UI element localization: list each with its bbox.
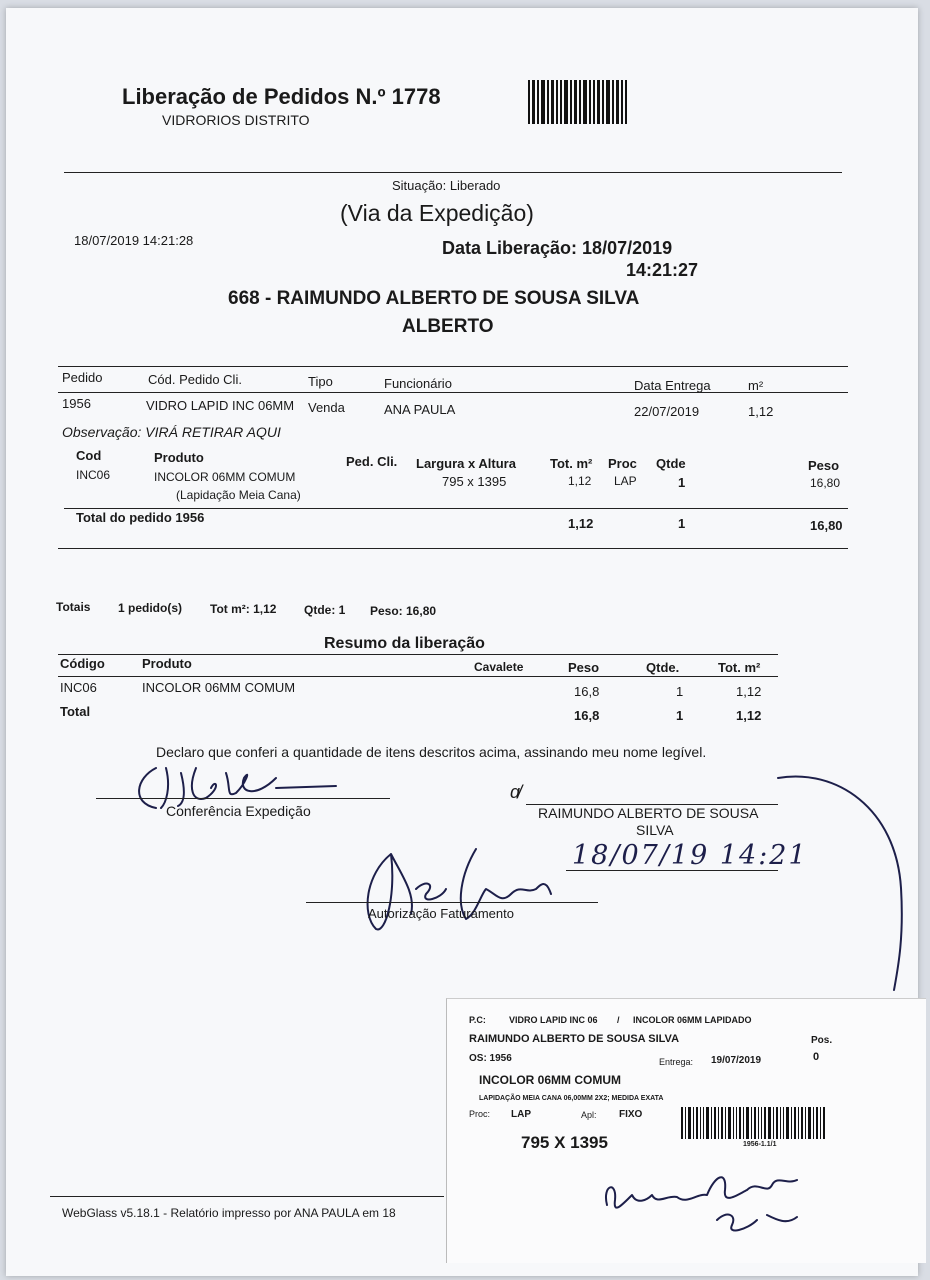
printed-at: 18/07/2019 14:21:28	[74, 233, 194, 248]
resumo-header-divider	[58, 676, 778, 677]
observacao: Observação: VIRÁ RETIRAR AQUI	[62, 424, 281, 440]
item-tot-m2: 1,12	[568, 474, 592, 488]
label-product: INCOLOR 06MM COMUM	[479, 1073, 621, 1087]
header-barcode	[528, 80, 629, 124]
label-proc-label: Proc:	[469, 1109, 491, 1119]
label-sep: /	[617, 1015, 620, 1025]
total-pedido-qtde: 1	[678, 516, 686, 531]
row-tipo: Venda	[308, 400, 345, 415]
col-pedido: Pedido	[62, 370, 103, 385]
resumo-total-qtde: 1	[676, 708, 684, 723]
label-dimensions: 795 X 1395	[521, 1133, 608, 1152]
conferencia-label: Conferência Expedição	[166, 803, 311, 819]
resumo-title: Resumo da liberação	[324, 635, 485, 652]
total-pedido-label: Total do pedido 1956	[76, 510, 205, 525]
label-barcode-text: 1956-1.1/1	[743, 1141, 777, 1148]
resumo-col-tot-m2: Tot. m²	[718, 660, 761, 675]
data-liberacao-time: 14:21:27	[626, 260, 699, 280]
item-peso: 16,80	[810, 476, 841, 490]
via-label: (Via da Expedição)	[340, 200, 534, 226]
item-largura-altura: 795 x 1395	[442, 474, 507, 489]
client-name: 668 - RAIMUNDO ALBERTO DE SOUSA SILVA	[228, 288, 640, 309]
item-col-cod: Cod	[76, 448, 102, 463]
data-liberacao: Data Liberação: 18/07/2019	[442, 238, 673, 258]
resumo-top	[58, 654, 778, 655]
item-col-tot-m2: Tot. m²	[550, 456, 593, 471]
totais-label: Totais	[56, 600, 91, 614]
resumo-total-tot-m2: 1,12	[736, 708, 762, 723]
label-processing: LAPIDAÇÃO MEIA CANA 06,00MM 2X2; MEDIDA EXATA	[479, 1095, 664, 1102]
resumo-peso: 16,8	[574, 684, 600, 699]
item-qtde: 1	[678, 475, 686, 490]
label-barcode	[681, 1107, 827, 1139]
item-proc: LAP	[614, 474, 637, 488]
col-tipo: Tipo	[308, 374, 333, 389]
autorizacao-signature	[346, 834, 566, 944]
label-product-desc: INCOLOR 06MM LAPIDADO	[633, 1015, 752, 1025]
row-m2: 1,12	[748, 404, 774, 419]
autorizacao-line	[306, 902, 598, 903]
item-col-proc: Proc	[608, 456, 637, 471]
resumo-col-peso: Peso	[568, 660, 600, 675]
order-table-top	[58, 366, 848, 367]
situacao: Situação: Liberado	[392, 178, 501, 193]
mark-icon: ɑ̸	[510, 782, 521, 802]
resumo-col-codigo: Código	[60, 656, 105, 671]
resumo-total-label: Total	[60, 704, 91, 719]
total-divider	[64, 508, 848, 509]
item-col-ped-cli: Ped. Cli.	[346, 454, 398, 469]
client-name-2: ALBERTO	[402, 316, 494, 337]
resumo-qtde: 1	[676, 684, 684, 699]
resumo-col-cavalete: Cavalete	[474, 660, 524, 674]
totais-pedidos: 1 pedido(s)	[118, 601, 183, 615]
row-data-entrega: 22/07/2019	[634, 404, 700, 419]
declaracao: Declaro que conferi a quantidade de itens descritos acima, assinando meu nome legível.	[156, 744, 707, 760]
label-pos-label: Pos.	[811, 1035, 833, 1046]
totais-qtde: Qtde: 1	[304, 603, 346, 617]
autorizacao-label: Autorização Faturamento	[368, 906, 514, 921]
order-table-bottom	[58, 548, 848, 549]
row-funcionario: ANA PAULA	[384, 402, 456, 417]
resumo-codigo: INC06	[60, 680, 97, 695]
item-produto-obs: (Lapidação Meia Cana)	[176, 488, 301, 502]
resumo-col-qtde: Qtde.	[646, 660, 680, 675]
item-col-peso: Peso	[808, 458, 840, 473]
document-page	[6, 8, 918, 1276]
document-title: Liberação de Pedidos N.º 1778	[122, 84, 441, 109]
resumo-tot-m2: 1,12	[736, 684, 762, 699]
cliente-name-1: RAIMUNDO ALBERTO DE SOUSA	[538, 805, 759, 821]
col-cod-pedido-cli: Cód. Pedido Cli.	[148, 372, 242, 387]
header-divider	[64, 172, 842, 173]
total-pedido-m2: 1,12	[568, 516, 594, 531]
label-apl-value: FIXO	[619, 1109, 643, 1120]
label-proc-value: LAP	[511, 1109, 531, 1120]
label-pos-value: 0	[813, 1051, 820, 1063]
label-entrega-value: 19/07/2019	[711, 1055, 762, 1066]
item-col-produto: Produto	[154, 450, 204, 465]
item-col-qtde: Qtde	[656, 456, 686, 471]
total-pedido-peso: 16,80	[810, 518, 843, 533]
label-pc-value: VIDRO LAPID INC 06	[509, 1015, 598, 1025]
label-os: OS: 1956	[469, 1053, 512, 1064]
product-label	[446, 998, 926, 1263]
totais-peso: Peso: 16,80	[370, 604, 437, 618]
item-col-largura-altura: Largura x Altura	[416, 456, 516, 471]
item-cod: INC06	[76, 468, 111, 482]
footer-line	[50, 1196, 444, 1197]
row-pedido: 1956	[62, 396, 91, 411]
handwritten-date: 18/07/19 14:21	[572, 840, 808, 871]
footer-text: WebGlass v5.18.1 - Relatório impresso por ANA PAULA em 18	[62, 1206, 396, 1220]
conferencia-line	[96, 798, 390, 799]
col-m2: m²	[748, 378, 764, 393]
label-apl-label: Apl:	[581, 1110, 597, 1120]
resumo-produto: INCOLOR 06MM COMUM	[142, 680, 296, 695]
resumo-total-peso: 16,8	[574, 708, 600, 723]
label-pc-label: P.C:	[469, 1015, 486, 1025]
col-data-entrega: Data Entrega	[634, 378, 711, 393]
col-funcionario: Funcionário	[384, 376, 452, 391]
label-entrega-label: Entrega:	[659, 1057, 694, 1067]
label-signature	[597, 1165, 847, 1245]
totais-m2: Tot m²: 1,12	[210, 602, 277, 616]
cliente-name-2: SILVA	[636, 822, 674, 838]
item-produto: INCOLOR 06MM COMUM	[154, 470, 296, 484]
resumo-col-produto: Produto	[142, 656, 192, 671]
row-cod-pedido-cli: VIDRO LAPID INC 06MM	[146, 398, 295, 413]
handwritten-arc	[776, 768, 916, 998]
date-line	[566, 870, 778, 871]
label-client: RAIMUNDO ALBERTO DE SOUSA SILVA	[469, 1033, 680, 1045]
company-name: VIDRORIOS DISTRITO	[162, 112, 310, 128]
order-header-divider	[58, 392, 848, 393]
